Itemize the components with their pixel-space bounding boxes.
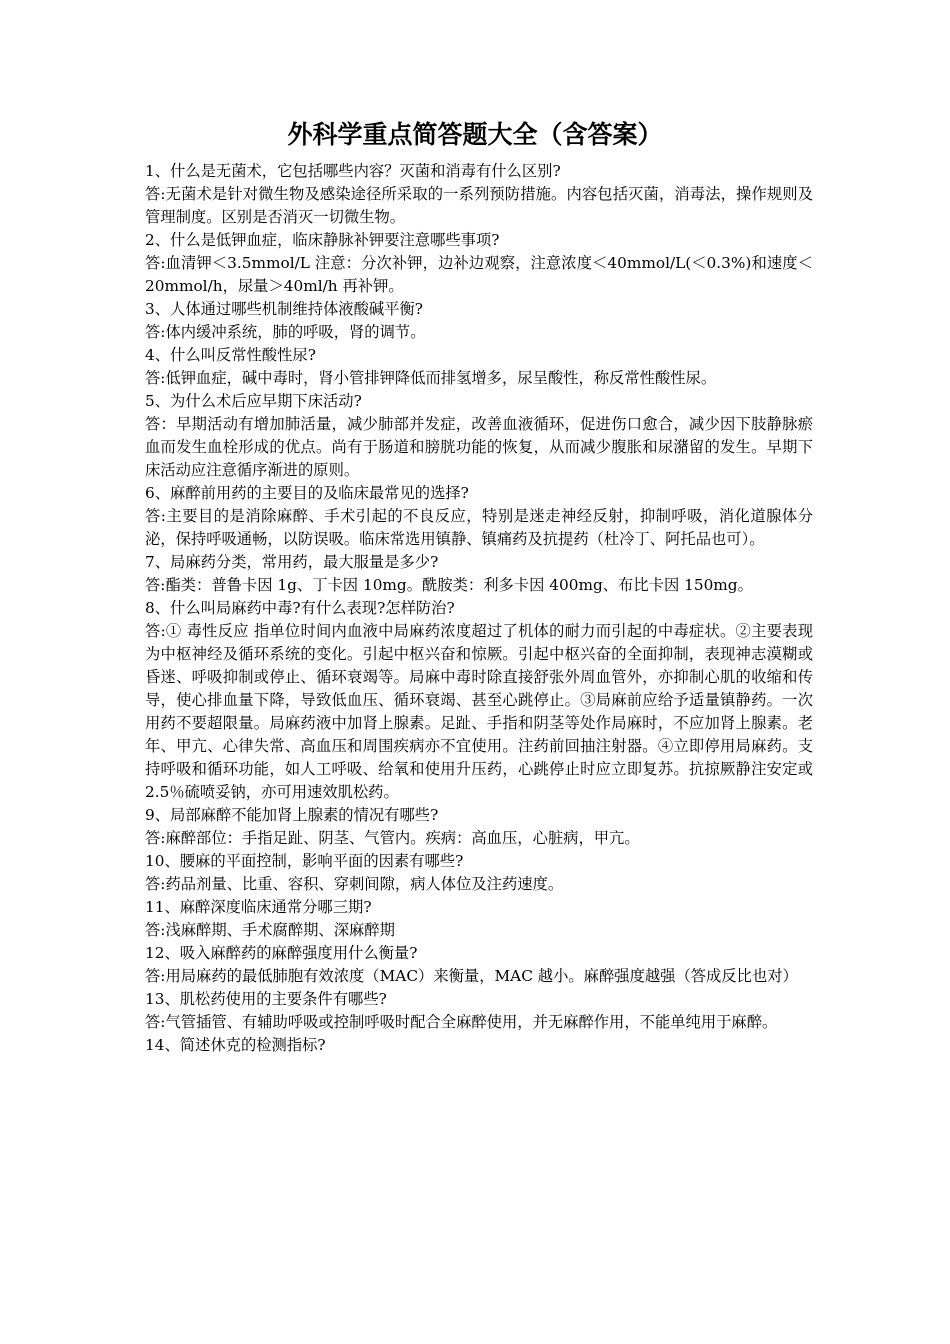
question-6: 6、麻醉前用药的主要目的及临床最常见的选择? <box>145 484 469 502</box>
question-1: 1、什么是无菌术，它包括哪些内容？灭菌和消毒有什么区别? <box>145 162 561 180</box>
answer-8: 答:① 毒性反应 指单位时间内血液中局麻药浓度超过了机体的耐力而引起的中毒症状。②主要表现为中枢神经及循环系统的变化。引起中枢兴奋和惊厥。引起中枢兴奋的全面抑制，表现神志漠糊或昏迷、呼吸抑制或停止、循环衰竭等。局麻中毒时除直接舒张外周血管外，亦抑制心肌的收缩和传导，使心排血量下降，导致低血压、循环衰竭、甚至心跳停止。③局麻前应给予适量镇静药。一次用药不要超限量。局麻药液中加肾上腺素。足趾、手指和阴茎等处作局麻时，不应加肾上腺素。老年、甲亢、心律失常、高血压和周围疾病亦不宜使用。注药前回抽注射器。④立即停用局麻药。支持呼吸和循环功能，如人工呼吸、给氧和使用升压药，心跳停止时应立即复苏。抗掠厥静注安定或 2.5％硫喷妥钠，亦可用速效肌松药。 <box>145 622 813 801</box>
document-title: 外科学重点简答题大全（含答案） <box>287 120 663 149</box>
question-14: 14、简述休克的检测指标? <box>145 1036 326 1054</box>
answer-7: 答:酯类：普鲁卡因 1g、丁卡因 10mg。酰胺类：利多卡因 400mg、布比卡因 150mg。 <box>145 576 753 594</box>
answer-1: 答:无菌术是针对微生物及感染途径所采取的一系列预防措施。内容包括灭菌，消毒法，操作规则及管理制度。区别是否消灭一切微生物。 <box>145 185 813 226</box>
question-2: 2、什么是低钾血症，临床静脉补钾要注意哪些事项? <box>145 231 500 249</box>
answer-10: 答:药品剂量、比重、容积、穿刺间隙，病人体位及注药速度。 <box>145 875 564 893</box>
question-7: 7、局麻药分类，常用药，最大服量是多少? <box>145 553 439 571</box>
question-12: 12、吸入麻醉药的麻醉强度用什么衡量? <box>145 944 418 962</box>
document-body <box>145 160 813 1057</box>
answer-12: 答:用局麻药的最低肺胞有效浓度（MAC）来衡量，MAC 越小。麻醉强度越强（答成反比也对） <box>145 967 798 985</box>
question-4: 4、什么叫反常性酸性尿? <box>145 346 316 364</box>
question-10: 10、腰麻的平面控制，影响平面的因素有哪些? <box>145 852 464 870</box>
answer-6: 答:主要目的是消除麻醉、手术引起的不良反应，特别是迷走神经反射，抑制呼吸，消化道腺体分泌，保持呼吸通畅，以防误吸。临床常选用镇静、镇痛药及抗提药（杜冷丁、阿托品也可）。 <box>145 507 813 548</box>
question-11: 11、麻醉深度临床通常分哪三期? <box>145 898 372 916</box>
question-9: 9、局部麻醉不能加肾上腺素的情况有哪些? <box>145 806 439 824</box>
question-8: 8、什么叫局麻药中毒?有什么表现?怎样防治? <box>145 599 455 617</box>
answer-11: 答:浅麻醉期、手术腐醉期、深麻醉期 <box>145 921 395 939</box>
question-3: 3、人体通过哪些机制维持体液酸碱平衡? <box>145 300 423 318</box>
answer-9: 答:麻醉部位：手指足趾、阴茎、气管内。疾病：高血压，心脏病，甲亢。 <box>145 829 640 847</box>
question-5: 5、为什么术后应早期下床活动? <box>145 392 362 410</box>
question-13: 13、肌松药使用的主要条件有哪些? <box>145 990 387 1008</box>
answer-4: 答:低钾血症，碱中毒时，肾小管排钾降低而排氢增多，尿呈酸性，称反常性酸性尿。 <box>145 369 717 387</box>
answer-13: 答:气管插管、有辅助呼吸或控制呼吸时配合全麻醉使用，并无麻醉作用，不能单纯用于麻醉。 <box>145 1013 778 1031</box>
answer-2: 答:血清钾＜3.5mmol/L 注意：分次补钾，边补边观察，注意浓度＜40mmol/L(＜0.3%)和速度＜20mmol/h，尿量＞40ml/h 再补钾。 <box>145 254 813 295</box>
answer-3: 答:体内缓冲系统，肺的呼吸，肾的调节。 <box>145 323 426 341</box>
answer-5: 答：早期活动有增加肺活量，减少肺部并发症，改善血液循环，促进伤口愈合，减少因下肢静脉瘀血而发生血栓形成的优点。尚有于肠道和膀胱功能的恢复，从而减少腹胀和尿潴留的发生。早期下床活动应注意循序渐进的原则。 <box>145 415 813 479</box>
